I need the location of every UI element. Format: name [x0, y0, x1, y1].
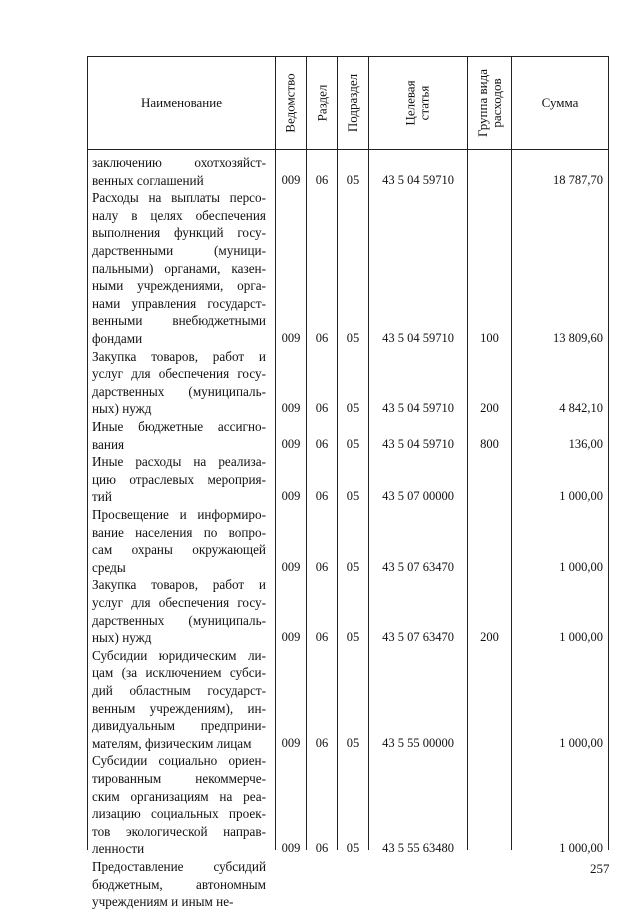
row-celevaya-statya: 43 5 07 63470: [382, 559, 454, 574]
header-vedomstvo: [276, 57, 306, 149]
row-name-line: услуг для обеспечения госу-: [92, 366, 266, 382]
row-vedomstvo: 009: [281, 401, 301, 416]
row-name-line: услуг для обеспечения госу-: [92, 594, 266, 610]
row-name: [92, 418, 266, 453]
row-podrazdel: 05: [346, 489, 360, 504]
row-podrazdel: 05: [346, 401, 360, 416]
row-name-line: тов экологической направ-: [92, 823, 266, 839]
header-celevaya: [369, 57, 467, 149]
row-vedomstvo: 009: [281, 172, 301, 187]
header-razdel-label: Раздел: [314, 84, 329, 122]
row-name-line: Иные расходы на реализа-: [92, 454, 266, 470]
row-summa: 1 000,00: [559, 489, 603, 504]
header-celevaya-label: [404, 80, 432, 125]
row-name-line: венных соглашений: [92, 172, 204, 188]
row-summa: 1 000,00: [559, 559, 603, 574]
row-summa: 136,00: [568, 436, 603, 451]
row-name-line: учреждениям и иным не-: [92, 894, 234, 910]
row-vedomstvo: 009: [281, 735, 301, 750]
row-gruppa-rashodov: 200: [480, 401, 499, 416]
header-summa: [512, 57, 608, 149]
header-name: [88, 57, 275, 149]
row-name: [92, 752, 266, 858]
row-summa: 13 809,60: [553, 331, 603, 345]
row-podrazdel: 05: [346, 841, 360, 856]
row-vedomstvo: 009: [281, 436, 301, 451]
row-name-line: венным учреждениям), ин-: [92, 700, 266, 716]
row-razdel: 06: [315, 331, 329, 345]
row-celevaya-statya: 43 5 04 59710: [382, 436, 454, 451]
row-podrazdel: 05: [346, 630, 360, 645]
row-name-line: цию отраслевых мероприя-: [92, 471, 266, 487]
row-celevaya-statya: 43 5 55 00000: [382, 735, 454, 750]
column-border: [608, 56, 609, 850]
row-name-line: дарственными (муници-: [92, 242, 266, 258]
row-name-line: выполнения функций госу-: [92, 225, 266, 241]
header-gruppa-line-2: расходов: [488, 78, 504, 128]
row-celevaya-statya: 43 5 04 59710: [382, 401, 454, 416]
row-name-line: Закупка товаров, работ и: [92, 577, 266, 593]
row-razdel: 06: [315, 489, 329, 504]
row-name-line: Субсидии социально ориен-: [92, 753, 266, 769]
row-name: [92, 348, 266, 418]
row-name-line: ных) нужд: [92, 401, 152, 417]
column-border: [467, 56, 468, 850]
column-border: [87, 56, 88, 850]
row-gruppa-rashodov: 800: [480, 436, 499, 451]
row-name: [92, 453, 266, 506]
row-name-line: Субсидии юридическим ли-: [92, 647, 266, 663]
row-vedomstvo: 009: [281, 841, 301, 856]
header-gruppa-label: [476, 69, 504, 137]
row-celevaya-statya: 43 5 07 00000: [382, 489, 454, 504]
row-name-line: цам (за исключением субси-: [92, 665, 266, 681]
row-name-line: лизацию социальных проек-: [92, 806, 266, 822]
row-razdel: 06: [315, 559, 329, 574]
row-name-line: венными внебюджетными: [92, 313, 266, 329]
row-razdel: 06: [315, 172, 329, 187]
row-name-line: Иные бюджетные ассигно-: [92, 419, 266, 434]
row-summa: 1 000,00: [559, 630, 603, 645]
row-name-line: вания: [92, 436, 125, 452]
row-razdel: 06: [315, 841, 329, 856]
row-name-line: дарственных (муниципаль-: [92, 383, 266, 399]
row-name-line: мателям, физическим лицам: [92, 735, 252, 751]
row-vedomstvo: 009: [281, 630, 301, 645]
row-name-line: дивидуальным предприни-: [92, 718, 266, 734]
header-gruppa: [468, 57, 511, 149]
header-razdel: [307, 57, 337, 149]
header-celevaya-line-2: статья: [416, 85, 432, 121]
row-name-line: ными учреждениями, орга-: [92, 278, 266, 294]
row-name-line: фондами: [92, 330, 143, 346]
row-name-line: тий: [92, 489, 112, 505]
row-summa: 1 000,00: [559, 841, 603, 856]
row-razdel: 06: [315, 436, 329, 451]
row-name-line: тированным некоммерче-: [92, 770, 266, 786]
row-name: [92, 858, 266, 911]
row-summa: 1 000,00: [559, 735, 603, 750]
row-celevaya-statya: 43 5 04 59710: [382, 331, 454, 345]
row-vedomstvo: 009: [281, 489, 301, 504]
header-summa-label: Сумма: [541, 95, 579, 110]
row-name-line: среды: [92, 559, 126, 575]
row-celevaya-statya: 43 5 04 59710: [382, 172, 454, 187]
row-name: [92, 506, 266, 576]
row-name-line: заключению охотхозяйст-: [92, 155, 266, 170]
row-name-line: ским организациям на реа-: [92, 788, 266, 804]
row-name-line: Предоставление субсидий: [92, 859, 266, 874]
row-podrazdel: 05: [346, 735, 360, 750]
row-summa: 18 787,70: [553, 172, 603, 187]
row-name: [92, 647, 266, 753]
page-number: 257: [590, 861, 610, 876]
header-name-label: Наименование: [141, 95, 222, 110]
header-podrazdel: [338, 57, 368, 149]
row-vedomstvo: 009: [281, 559, 301, 574]
row-razdel: 06: [315, 401, 329, 416]
header-vedomstvo-label: Ведомство: [283, 73, 298, 133]
row-razdel: 06: [315, 735, 329, 750]
row-name-line: сам охраны окружающей: [92, 542, 266, 558]
header-gruppa-line-1: Группа вида: [474, 69, 490, 137]
row-name-line: бюджетным, автономным: [92, 876, 266, 892]
row-name-line: дарственных (муниципаль-: [92, 612, 266, 628]
row-celevaya-statya: 43 5 55 63480: [382, 841, 454, 856]
row-podrazdel: 05: [346, 172, 360, 187]
header-celevaya-line-1: Целевая: [402, 80, 418, 126]
row-name-line: Просвещение и информиро-: [92, 507, 266, 522]
row-name: [92, 189, 266, 347]
row-name-line: ленности: [92, 841, 145, 857]
row-podrazdel: 05: [346, 331, 360, 345]
row-gruppa-rashodov: 200: [480, 630, 499, 645]
row-name-line: пальными) органами, казен-: [92, 260, 266, 276]
row-name: [92, 154, 266, 189]
row-gruppa-rashodov: 100: [480, 331, 499, 345]
row-razdel: 06: [315, 630, 329, 645]
row-name-line: Закупка товаров, работ и: [92, 348, 266, 364]
row-podrazdel: 05: [346, 436, 360, 451]
row-celevaya-statya: 43 5 07 63470: [382, 630, 454, 645]
row-name-line: нами управления государст-: [92, 295, 266, 311]
row-vedomstvo: 009: [281, 331, 301, 345]
row-name: [92, 576, 266, 646]
row-summa: 4 842,10: [559, 401, 603, 416]
row-name-line: ных) нужд: [92, 630, 152, 646]
header-podrazdel-label: Подраздел: [345, 73, 361, 133]
row-name-line: Расходы на выплаты персо-: [92, 190, 266, 206]
table-header-bottom-border: [87, 149, 609, 150]
row-podrazdel: 05: [346, 559, 360, 574]
row-name-line: дий областным государст-: [92, 682, 266, 698]
row-name-line: налу в целях обеспечения: [92, 207, 266, 223]
row-name-line: вание населения по вопро-: [92, 524, 266, 540]
